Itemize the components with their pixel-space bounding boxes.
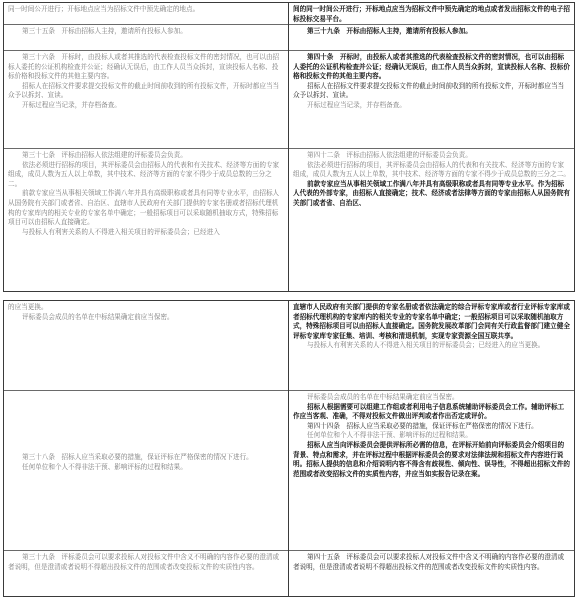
- clause-text: 同一时间公开进行；开标地点应当为招标文件中预先确定的地点。: [8, 5, 200, 13]
- table-cell: [289, 25, 574, 51]
- clause-text: 前款专家应当从事相关领域工作满八年并具有高级职称或者具有同等专业水平。作为招标人代表的外部专家，由招标人直接确定；技术、经济或者法律等方面的专家由招标人从国务院有关部门或者省、自治区、: [293, 179, 570, 207]
- clause-text: 第四十四条 招标人应当采取必要的措施，保证评标在严格保密的情况下进行。: [307, 421, 538, 430]
- clause-text: 第三十六条 开标时，由投标人或者其推选的代表检查投标文件的密封情况，也可以由招标人委托的公证机构检查并公证；经确认无误后，由工作人员当众拆封，宣读投标人名称、投标价格和投标文件的其他主要内容。: [8, 53, 280, 81]
- clause-text: 的应当更换。: [8, 303, 48, 311]
- original-text-column: [4, 3, 289, 291]
- clause-text: 开标过程应当记录，并存档备查。: [307, 100, 406, 109]
- clause-text: 第四十五条 评标委员会可以要求投标人对投标文件中含义不明确的内容作必要的澄清或者说明，但是澄清或者说明不得超出投标文件的范围或者改变投标文件的实质性内容。: [293, 553, 565, 571]
- clause-text: 招标人在招标文件要求提交投标文件的截止时间前收到的所有投标文件，开标时都应当当众予以拆封、宣读。: [293, 81, 565, 100]
- clause-text: 任何单位和个人不得非法干预、影响评标的过程和结果。: [22, 462, 187, 471]
- table-cell: [4, 3, 288, 25]
- original-text-column: [4, 301, 289, 596]
- clause-text: 前款专家应当从事相关领域工作满八年并具有高级职称或者具有同等专业水平，由招标人从国务院有关部门或者省、自治区、直辖市人民政府有关部门提供的专家名册或者招标代理机构的专家库内的相关专业的专家名单中确定；一般招标项目可以采取随机抽取方式，特殊招标项目可以由招标人直接确定。: [8, 189, 280, 227]
- clause-text: 第三十五条 开标由招标人主持，邀请所有投标人参加。: [22, 27, 187, 35]
- clause-text: 第三十七条 评标由招标人依法组建的评标委员会负责。: [22, 151, 187, 159]
- clause-text: 第三十八条 招标人应当采取必要的措施，保证评标在严格保密的情况下进行。: [22, 453, 253, 461]
- table-cell: [4, 149, 288, 291]
- clause-text: 评标委员会成员的名单在中标结果确定前应当保密。: [22, 312, 174, 321]
- clause-text: 评标委员会成员的名单在中标结果确定前应当保密。: [307, 393, 459, 401]
- clause-text: 第四十二条 评标由招标人依法组建的评标委员会负责。: [307, 151, 472, 159]
- table-cell: [289, 551, 574, 596]
- table-cell: [4, 51, 288, 149]
- table-cell: [4, 25, 288, 51]
- clause-text: 依法必须进行招标的项目，其评标委员会由招标人的代表和有关技术、经济等方面的专家组成，成员人数为五人以上单数，其中技术、经济等方面的专家不得少于成员总数的三分之二。: [8, 160, 280, 188]
- clause-text: 依法必须进行招标的项目，其评标委员会由招标人的代表和有关技术、经济等方面的专家组成，成员人数为五人以上单数，其中技术、经济等方面的专家不得少于成员总数的三分之二。: [293, 160, 570, 179]
- comparison-table-bottom: [3, 300, 575, 597]
- clause-text: 与投标人有利害关系的人不得进入相关项目的评标委员会；已经进入: [22, 227, 220, 236]
- comparison-table-top: [3, 2, 575, 292]
- clause-text: 第三十九条 开标由招标人主持，邀请所有投标人参加。: [307, 27, 472, 35]
- clause-text: 开标过程应当记录，并存档备查。: [22, 100, 121, 109]
- table-cell: [4, 301, 288, 391]
- table-cell: [4, 551, 288, 596]
- clause-text: 直辖市人民政府有关部门提供的专家名册或者依法确定的综合评标专家库或者行业评标专家库或者招标代理机构的专家库内的相关专业的专家名单中确定；一般招标项目可以采取随机抽取方式，特殊招标项目可以由招标人直接确定。国务院发展改革部门会同有关行政监督部门建立健全评标专家库专家征集、培训、考核和清退机制，实现专家资源全国互联共享。: [293, 303, 570, 340]
- clause-text: 与投标人有利害关系的人不得进入相关项目的评标委员会；已经进入的应当更换。: [307, 341, 545, 350]
- clause-text: 招标人在招标文件要求提交投标文件的截止时间前收到的所有投标文件，开标时都应当当众予以拆封、宣读。: [8, 81, 280, 100]
- revised-text-column: [289, 3, 574, 291]
- clause-text: 第四十条 开标时，由投标人或者其推选的代表检查投标文件的密封情况，也可以由招标人委托的公证机构检查并公证；经确认无误后，由工作人员当众拆封，宣读投标人名称、投标价格和投标文件的其他主要内容。: [293, 53, 570, 81]
- clause-text: 间的同一时间公开进行；开标地点应当为招标文件中预先确定的地点或者发出招标文件的电子招标投标交易平台。: [293, 5, 570, 23]
- revised-text-column: [289, 301, 574, 596]
- clause-text: 招标人根据需要可以组建工作组或者利用电子信息系统辅助评标委员会工作。辅助评标工作应当客观、准确，不得对投标文件做出评判或者作出否定或评价。: [293, 402, 565, 421]
- clause-text: 第三十九条 评标委员会可以要求投标人对投标文件中含义不明确的内容作必要的澄清或者说明，但是澄清或者说明不得超出投标文件的范围或者改变投标文件的实质性内容。: [8, 553, 280, 571]
- table-cell: [289, 3, 574, 25]
- table-cell: [289, 51, 574, 149]
- table-cell: [289, 149, 574, 291]
- table-cell: [4, 391, 288, 551]
- table-cell: [289, 391, 574, 551]
- clause-text: 招标人应当向评标委员会提供评标所必需的信息，在评标开始前向评标委员会介绍项目的背景、特点和需求，并在评标过程中根据评标委员会的要求对法律法规和招标文件内容进行说明。招标人提供的信息和介绍说明内容不得含有歧视性、倾向性、误导性，不得超出招标文件的范围或者改变招标文件的实质性内容，并应当如实报告记录在案。: [293, 440, 570, 478]
- table-cell: [289, 301, 574, 391]
- clause-text: 任何单位和个人不得非法干预、影响评标的过程和结果。: [307, 431, 472, 440]
